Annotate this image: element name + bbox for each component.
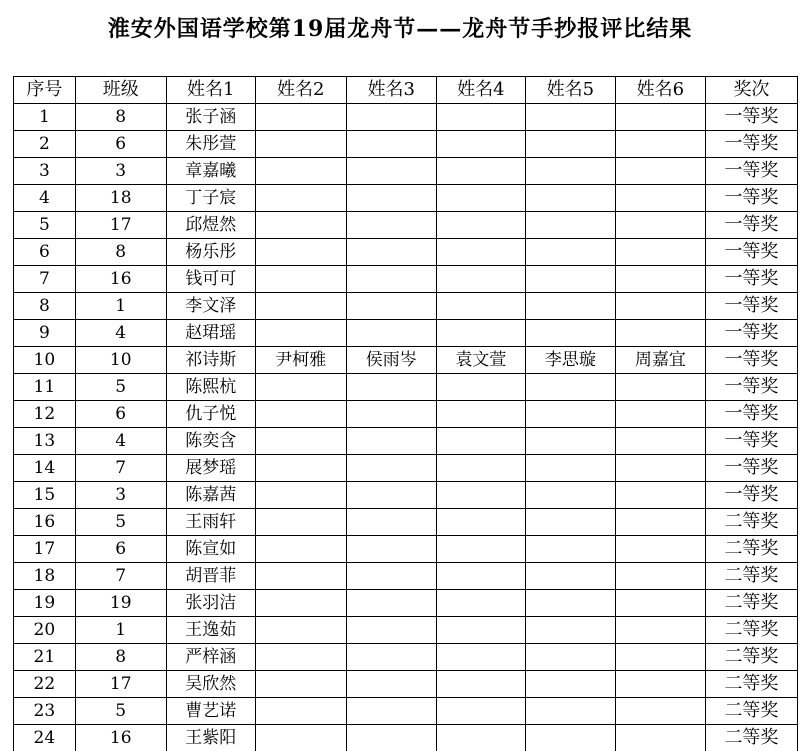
seq-cell: 6 xyxy=(14,239,76,266)
name6-cell xyxy=(615,725,705,751)
name3-cell xyxy=(346,509,436,536)
name2-cell xyxy=(255,725,346,751)
table-row xyxy=(14,320,798,347)
name1-cell: 祁诗斯 xyxy=(166,347,255,374)
name5-cell xyxy=(525,482,615,509)
name4-cell xyxy=(436,428,525,455)
name1-cell: 严梓涵 xyxy=(166,644,255,671)
name3-cell xyxy=(346,671,436,698)
seq-cell: 8 xyxy=(14,293,76,320)
seq-cell: 16 xyxy=(14,509,76,536)
name5-cell xyxy=(525,536,615,563)
seq-cell: 22 xyxy=(14,671,76,698)
name2-cell xyxy=(255,428,346,455)
name1-cell: 曹艺诺 xyxy=(166,698,255,725)
name1-cell: 赵珺瑶 xyxy=(166,320,255,347)
name2-cell xyxy=(255,185,346,212)
name3-cell xyxy=(346,401,436,428)
table-row xyxy=(14,428,798,455)
name5-cell xyxy=(525,239,615,266)
table-row xyxy=(14,158,798,185)
name4-cell xyxy=(436,293,525,320)
name5-cell xyxy=(525,725,615,751)
name4-cell xyxy=(436,536,525,563)
name1-cell: 钱可可 xyxy=(166,266,255,293)
name1-cell: 丁子宸 xyxy=(166,185,255,212)
table-row xyxy=(14,563,798,590)
award-cell: 一等奖 xyxy=(705,347,797,374)
name2-cell xyxy=(255,590,346,617)
name4-cell xyxy=(436,374,525,401)
name5-header: 姓名5 xyxy=(525,77,615,104)
award-cell: 二等奖 xyxy=(705,509,797,536)
name5-cell xyxy=(525,158,615,185)
name3-cell xyxy=(346,239,436,266)
name6-cell xyxy=(615,428,705,455)
seq-cell: 24 xyxy=(14,725,76,751)
name3-cell: 侯雨岑 xyxy=(346,347,436,374)
name6-cell xyxy=(615,509,705,536)
name4-cell xyxy=(436,455,525,482)
class-cell: 19 xyxy=(75,590,166,617)
award-cell: 二等奖 xyxy=(705,617,797,644)
name3-cell xyxy=(346,158,436,185)
name5-cell: 李思璇 xyxy=(525,347,615,374)
award-cell: 二等奖 xyxy=(705,644,797,671)
name1-cell: 吴欣然 xyxy=(166,671,255,698)
name1-cell: 邱煜然 xyxy=(166,212,255,239)
table-row xyxy=(14,590,798,617)
name2-cell xyxy=(255,644,346,671)
name3-cell xyxy=(346,293,436,320)
class-header: 班级 xyxy=(75,77,166,104)
name6-cell xyxy=(615,131,705,158)
name6-cell xyxy=(615,401,705,428)
name3-cell xyxy=(346,563,436,590)
name3-cell xyxy=(346,266,436,293)
name5-cell xyxy=(525,509,615,536)
name5-cell xyxy=(525,698,615,725)
award-header: 奖次 xyxy=(705,77,797,104)
name6-cell xyxy=(615,455,705,482)
award-cell: 二等奖 xyxy=(705,536,797,563)
class-cell: 10 xyxy=(75,347,166,374)
name3-cell xyxy=(346,482,436,509)
award-cell: 一等奖 xyxy=(705,185,797,212)
name4-cell xyxy=(436,212,525,239)
name6-cell xyxy=(615,212,705,239)
class-cell: 5 xyxy=(75,698,166,725)
name6-cell: 周嘉宜 xyxy=(615,347,705,374)
award-cell: 一等奖 xyxy=(705,401,797,428)
header-row xyxy=(14,77,798,104)
class-cell: 6 xyxy=(75,536,166,563)
name2-cell: 尹柯雅 xyxy=(255,347,346,374)
class-cell: 1 xyxy=(75,617,166,644)
award-cell: 一等奖 xyxy=(705,293,797,320)
seq-cell: 7 xyxy=(14,266,76,293)
class-cell: 1 xyxy=(75,293,166,320)
award-cell: 二等奖 xyxy=(705,698,797,725)
name2-cell xyxy=(255,374,346,401)
name1-cell: 章嘉曦 xyxy=(166,158,255,185)
name1-cell: 陈熙杭 xyxy=(166,374,255,401)
name1-cell: 仇子悦 xyxy=(166,401,255,428)
table-row xyxy=(14,536,798,563)
name2-cell xyxy=(255,698,346,725)
name5-cell xyxy=(525,617,615,644)
name5-cell xyxy=(525,212,615,239)
name2-cell xyxy=(255,536,346,563)
class-cell: 16 xyxy=(75,725,166,751)
name2-cell xyxy=(255,320,346,347)
class-cell: 17 xyxy=(75,671,166,698)
name5-cell xyxy=(525,104,615,131)
name6-cell xyxy=(615,644,705,671)
name5-cell xyxy=(525,131,615,158)
award-cell: 一等奖 xyxy=(705,428,797,455)
class-cell: 8 xyxy=(75,644,166,671)
class-cell: 17 xyxy=(75,212,166,239)
name2-cell xyxy=(255,671,346,698)
name4-cell xyxy=(436,563,525,590)
name3-cell xyxy=(346,644,436,671)
table-row xyxy=(14,374,798,401)
award-cell: 一等奖 xyxy=(705,158,797,185)
class-cell: 3 xyxy=(75,158,166,185)
seq-cell: 9 xyxy=(14,320,76,347)
name5-cell xyxy=(525,563,615,590)
name3-cell xyxy=(346,617,436,644)
name2-header: 姓名2 xyxy=(255,77,346,104)
seq-cell: 3 xyxy=(14,158,76,185)
class-cell: 6 xyxy=(75,401,166,428)
name6-cell xyxy=(615,482,705,509)
class-cell: 5 xyxy=(75,374,166,401)
name6-cell xyxy=(615,104,705,131)
seq-cell: 19 xyxy=(14,590,76,617)
seq-cell: 2 xyxy=(14,131,76,158)
award-cell: 一等奖 xyxy=(705,320,797,347)
table-row xyxy=(14,347,798,374)
name2-cell xyxy=(255,509,346,536)
name6-cell xyxy=(615,671,705,698)
table-row xyxy=(14,617,798,644)
seq-cell: 17 xyxy=(14,536,76,563)
seq-cell: 12 xyxy=(14,401,76,428)
name4-cell xyxy=(436,671,525,698)
name1-cell: 陈嘉茜 xyxy=(166,482,255,509)
name3-cell xyxy=(346,428,436,455)
name4-cell xyxy=(436,131,525,158)
name5-cell xyxy=(525,644,615,671)
name1-cell: 陈宣如 xyxy=(166,536,255,563)
name4-cell xyxy=(436,509,525,536)
table-row xyxy=(14,185,798,212)
name5-cell xyxy=(525,671,615,698)
name5-cell xyxy=(525,401,615,428)
award-cell: 二等奖 xyxy=(705,563,797,590)
seq-cell: 13 xyxy=(14,428,76,455)
name2-cell xyxy=(255,563,346,590)
name3-cell xyxy=(346,455,436,482)
name3-cell xyxy=(346,374,436,401)
name4-cell xyxy=(436,185,525,212)
name3-header: 姓名3 xyxy=(346,77,436,104)
name6-cell xyxy=(615,698,705,725)
award-cell: 一等奖 xyxy=(705,455,797,482)
table-row xyxy=(14,131,798,158)
table-row xyxy=(14,401,798,428)
name2-cell xyxy=(255,482,346,509)
name4-header: 姓名4 xyxy=(436,77,525,104)
seq-header: 序号 xyxy=(14,77,76,104)
table-row xyxy=(14,104,798,131)
table-row xyxy=(14,239,798,266)
name4-cell: 袁文萱 xyxy=(436,347,525,374)
name5-cell xyxy=(525,590,615,617)
name4-cell xyxy=(436,266,525,293)
seq-cell: 4 xyxy=(14,185,76,212)
name1-cell: 展梦瑶 xyxy=(166,455,255,482)
seq-cell: 21 xyxy=(14,644,76,671)
name6-cell xyxy=(615,374,705,401)
name1-cell: 张子涵 xyxy=(166,104,255,131)
name4-cell xyxy=(436,320,525,347)
name3-cell xyxy=(346,725,436,751)
award-cell: 一等奖 xyxy=(705,104,797,131)
seq-cell: 11 xyxy=(14,374,76,401)
table-row xyxy=(14,725,798,751)
name6-cell xyxy=(615,563,705,590)
name6-header: 姓名6 xyxy=(615,77,705,104)
name2-cell xyxy=(255,617,346,644)
seq-cell: 20 xyxy=(14,617,76,644)
seq-cell: 5 xyxy=(14,212,76,239)
name6-cell xyxy=(615,158,705,185)
name3-cell xyxy=(346,185,436,212)
class-cell: 7 xyxy=(75,563,166,590)
name1-cell: 胡晋菲 xyxy=(166,563,255,590)
name3-cell xyxy=(346,212,436,239)
table-row xyxy=(14,671,798,698)
name4-cell xyxy=(436,158,525,185)
table-row xyxy=(14,698,798,725)
name2-cell xyxy=(255,104,346,131)
class-cell: 8 xyxy=(75,239,166,266)
name6-cell xyxy=(615,266,705,293)
name4-cell xyxy=(436,239,525,266)
table-row xyxy=(14,455,798,482)
award-cell: 二等奖 xyxy=(705,590,797,617)
name4-cell xyxy=(436,401,525,428)
name1-cell: 王雨轩 xyxy=(166,509,255,536)
name2-cell xyxy=(255,266,346,293)
name4-cell xyxy=(436,590,525,617)
award-cell: 二等奖 xyxy=(705,671,797,698)
award-cell: 一等奖 xyxy=(705,374,797,401)
name2-cell xyxy=(255,401,346,428)
name3-cell xyxy=(346,104,436,131)
class-cell: 5 xyxy=(75,509,166,536)
name5-cell xyxy=(525,293,615,320)
name6-cell xyxy=(615,293,705,320)
award-cell: 一等奖 xyxy=(705,482,797,509)
name1-cell: 王逸茹 xyxy=(166,617,255,644)
class-cell: 18 xyxy=(75,185,166,212)
class-cell: 3 xyxy=(75,482,166,509)
class-cell: 4 xyxy=(75,428,166,455)
class-cell: 16 xyxy=(75,266,166,293)
name2-cell xyxy=(255,293,346,320)
name2-cell xyxy=(255,455,346,482)
seq-cell: 10 xyxy=(14,347,76,374)
name4-cell xyxy=(436,725,525,751)
name5-cell xyxy=(525,455,615,482)
results-table xyxy=(13,76,798,751)
name4-cell xyxy=(436,617,525,644)
seq-cell: 1 xyxy=(14,104,76,131)
table-body xyxy=(14,104,798,751)
name5-cell xyxy=(525,428,615,455)
name4-cell xyxy=(436,644,525,671)
name3-cell xyxy=(346,590,436,617)
name3-cell xyxy=(346,320,436,347)
name5-cell xyxy=(525,320,615,347)
award-cell: 一等奖 xyxy=(705,131,797,158)
class-cell: 6 xyxy=(75,131,166,158)
name2-cell xyxy=(255,131,346,158)
name4-cell xyxy=(436,698,525,725)
name6-cell xyxy=(615,185,705,212)
name1-cell: 朱彤萱 xyxy=(166,131,255,158)
name3-cell xyxy=(346,131,436,158)
name6-cell xyxy=(615,617,705,644)
seq-cell: 23 xyxy=(14,698,76,725)
award-cell: 一等奖 xyxy=(705,212,797,239)
name1-cell: 杨乐彤 xyxy=(166,239,255,266)
table-row xyxy=(14,509,798,536)
name5-cell xyxy=(525,374,615,401)
table-row xyxy=(14,482,798,509)
name6-cell xyxy=(615,590,705,617)
name3-cell xyxy=(346,698,436,725)
seq-cell: 14 xyxy=(14,455,76,482)
award-cell: 二等奖 xyxy=(705,725,797,751)
name6-cell xyxy=(615,239,705,266)
seq-cell: 18 xyxy=(14,563,76,590)
table-row xyxy=(14,293,798,320)
seq-cell: 15 xyxy=(14,482,76,509)
name1-cell: 陈奕含 xyxy=(166,428,255,455)
page-title: 淮安外国语学校第19届龙舟节——龙舟节手抄报评比结果 xyxy=(0,13,800,45)
award-cell: 一等奖 xyxy=(705,239,797,266)
name4-cell xyxy=(436,482,525,509)
name1-header: 姓名1 xyxy=(166,77,255,104)
name1-cell: 李文泽 xyxy=(166,293,255,320)
name1-cell: 张羽洁 xyxy=(166,590,255,617)
class-cell: 4 xyxy=(75,320,166,347)
award-cell: 一等奖 xyxy=(705,266,797,293)
class-cell: 8 xyxy=(75,104,166,131)
name1-cell: 王紫阳 xyxy=(166,725,255,751)
name3-cell xyxy=(346,536,436,563)
class-cell: 7 xyxy=(75,455,166,482)
table-row xyxy=(14,644,798,671)
name5-cell xyxy=(525,266,615,293)
name5-cell xyxy=(525,185,615,212)
name4-cell xyxy=(436,104,525,131)
name2-cell xyxy=(255,239,346,266)
name2-cell xyxy=(255,158,346,185)
table-row xyxy=(14,266,798,293)
name6-cell xyxy=(615,320,705,347)
name6-cell xyxy=(615,536,705,563)
table-row xyxy=(14,212,798,239)
name2-cell xyxy=(255,212,346,239)
